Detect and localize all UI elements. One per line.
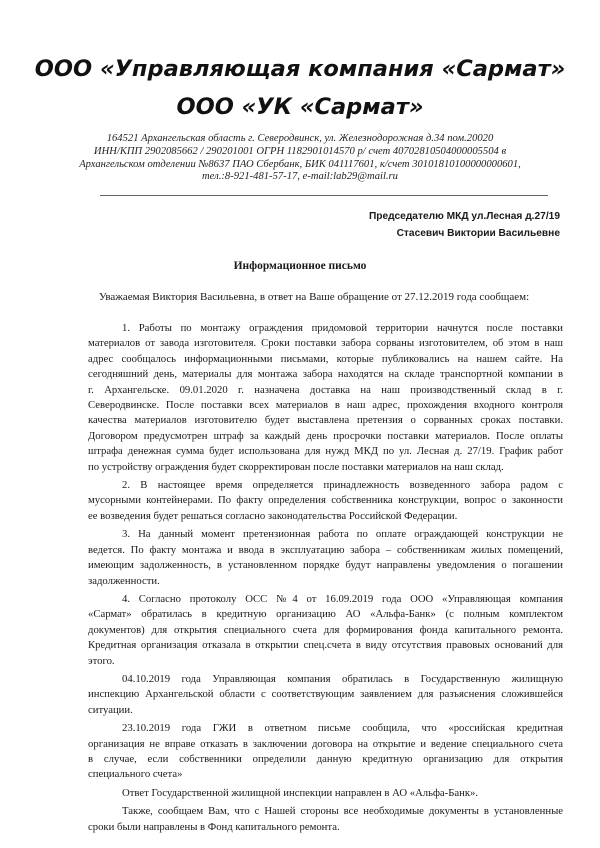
paragraph-line: материалов от завода изготовителя. Сроки поставки забора сорваны изготовителем, об этом в наш (88, 337, 563, 350)
letter-paragraph (88, 721, 563, 783)
paragraph-line: по устройству ограждения будет скорректирован после поставки материалов на наш склад. (88, 460, 504, 473)
letter-paragraph (88, 321, 563, 475)
paragraph-line: 04.10.2019 года Управляющая компания обратилась в Государственную жилищную (122, 672, 563, 685)
paragraph-line: 4. Согласно протоколу ОСС №4 от 16.09.2019 года ООО «Управляющая компания (122, 592, 563, 605)
letter-paragraph (88, 804, 563, 835)
requisites-line: Архангельском отделении №8637 ПАО Сбербанк, БИК 041117601, к/счет 30101810100000000601, (79, 158, 521, 170)
paragraph-line: 3. На данный момент претензионная работа по оплате ограждающей конструкции не (122, 528, 563, 541)
requisites-line: ИНН/КПП 2902085662 / 290201001 ОГРН 1182901014570 р/ счет 40702810504000005504 в (93, 145, 507, 157)
paragraph-line: ситуации. (88, 703, 133, 716)
company-requisites (0, 133, 600, 184)
paragraph-line: адрес сообщалось информационными письмами, которые публиковались на нашем сайте. На (88, 352, 563, 365)
letter-paragraph (88, 527, 563, 589)
addressee-name: Стасевич Виктории Васильевне (396, 228, 560, 239)
paragraph-line: 23.10.2019 года ГЖИ в ответном письме сообщила, что «российская кредитная (122, 722, 563, 735)
paragraph-line: Также, сообщаем Вам, что с Нашей стороны все необходимые документы в установленные (122, 805, 563, 818)
paragraph-line: Договором предусмотрен штраф за каждый день просрочки поставки материалов. После оплаты (88, 429, 563, 442)
paragraph-line: 2. В настоящее время определяется принадлежность возведенного забора радом с (122, 479, 563, 492)
paragraph-line: специального счета» (88, 768, 183, 781)
paragraph-line: ведется. По факту монтажа и ввода в эксплуатацию забора – собственникам жилых помещений, (88, 543, 563, 556)
header-divider (100, 195, 548, 196)
paragraph-line: задолженности. (88, 574, 160, 587)
paragraph-line: Северодвинске. После поставки всех материалов в наш адрес, прохождения входного контроля (88, 399, 563, 412)
letter-paragraph (88, 478, 563, 524)
paragraph-line: сроки были направлены в Фонд капитального ремонта. (88, 820, 340, 833)
document-title: Информационное письмо (233, 260, 367, 272)
paragraph-line: сегодняшний день, материалы для монтажа забора находятся на складе транспортной компании в (88, 368, 563, 381)
paragraph-line: организация не вправе отказать в заключении договора на открытие и ведение специального счета (88, 737, 563, 750)
paragraph-line: Ответ Государственной жилищной инспекции направлен в АО «Альфа-Банк». (122, 786, 479, 799)
paragraph-line: штрафа денежная сумма будет использована для нужд МКД по ул. Лесная д. 27/19. График работ (88, 445, 563, 458)
paragraph-line: качества материалов изготовителю будет выставлена претензия о сорванных сроках поставки. (88, 414, 563, 427)
addressee-block (369, 208, 560, 242)
paragraph-line: имеющим задолженность, в установленном порядке будут направлены уведомления о погашении (88, 559, 563, 572)
paragraph-line: ее возведения будет решаться согласно законодательства Российской Федерации. (88, 509, 458, 522)
paragraph-line: инспекцию Архангельской области с соответствующим заявлением для разъяснения сложившейся (88, 688, 563, 701)
letter-body (88, 321, 563, 838)
greeting: Уважаемая Виктория Васильевна, в ответ на Ваше обращение от 27.12.2019 года сообщаем: (98, 291, 530, 303)
paragraph-line: «Сармат» обратилась в кредитную организацию АО «Альфа-Банк» (с полным комплектом (88, 608, 563, 621)
paragraph-line: мусорными контейнерами. По факту определения собственника конструкции, вопрос о законности (88, 494, 563, 507)
requisites-line: 164521 Архангельская область г. Северодвинск, ул. Железнодорожная д.34 пом.20020 (106, 133, 494, 144)
requisites-line: тел.:8-921-481-57-17, e-mail:lab29@mail.ru (202, 171, 398, 183)
letter-paragraph (88, 672, 563, 718)
paragraph-line: в случае, если собственники определили данную кредитную организацию для открытия (88, 752, 563, 765)
paragraph-line: Кредитная организация отказала в открытии спец.счета в виду отсутствия правовых оснований для (88, 639, 563, 652)
addressee-position: Председателю МКД ул.Лесная д.27/19 (368, 211, 560, 222)
paragraph-line: этого. (88, 654, 115, 667)
letter-paragraph (88, 786, 563, 801)
paragraph-line: г. Архангельске. 09.01.2020 г. назначена доставка на наш производственный склад в г. (88, 383, 563, 396)
paragraph-line: документов) для открытия специального счета для формирования фонда капитального ремонта. (88, 623, 563, 636)
letter-paragraph (88, 592, 563, 669)
paragraph-line: 1. Работы по монтажу ограждения придомовой территории начнутся после поставки (122, 322, 563, 334)
company-title: ООО «Управляющая компания «Сармат» (34, 56, 566, 82)
company-short-title: ООО «УК «Сармат» (176, 94, 424, 120)
